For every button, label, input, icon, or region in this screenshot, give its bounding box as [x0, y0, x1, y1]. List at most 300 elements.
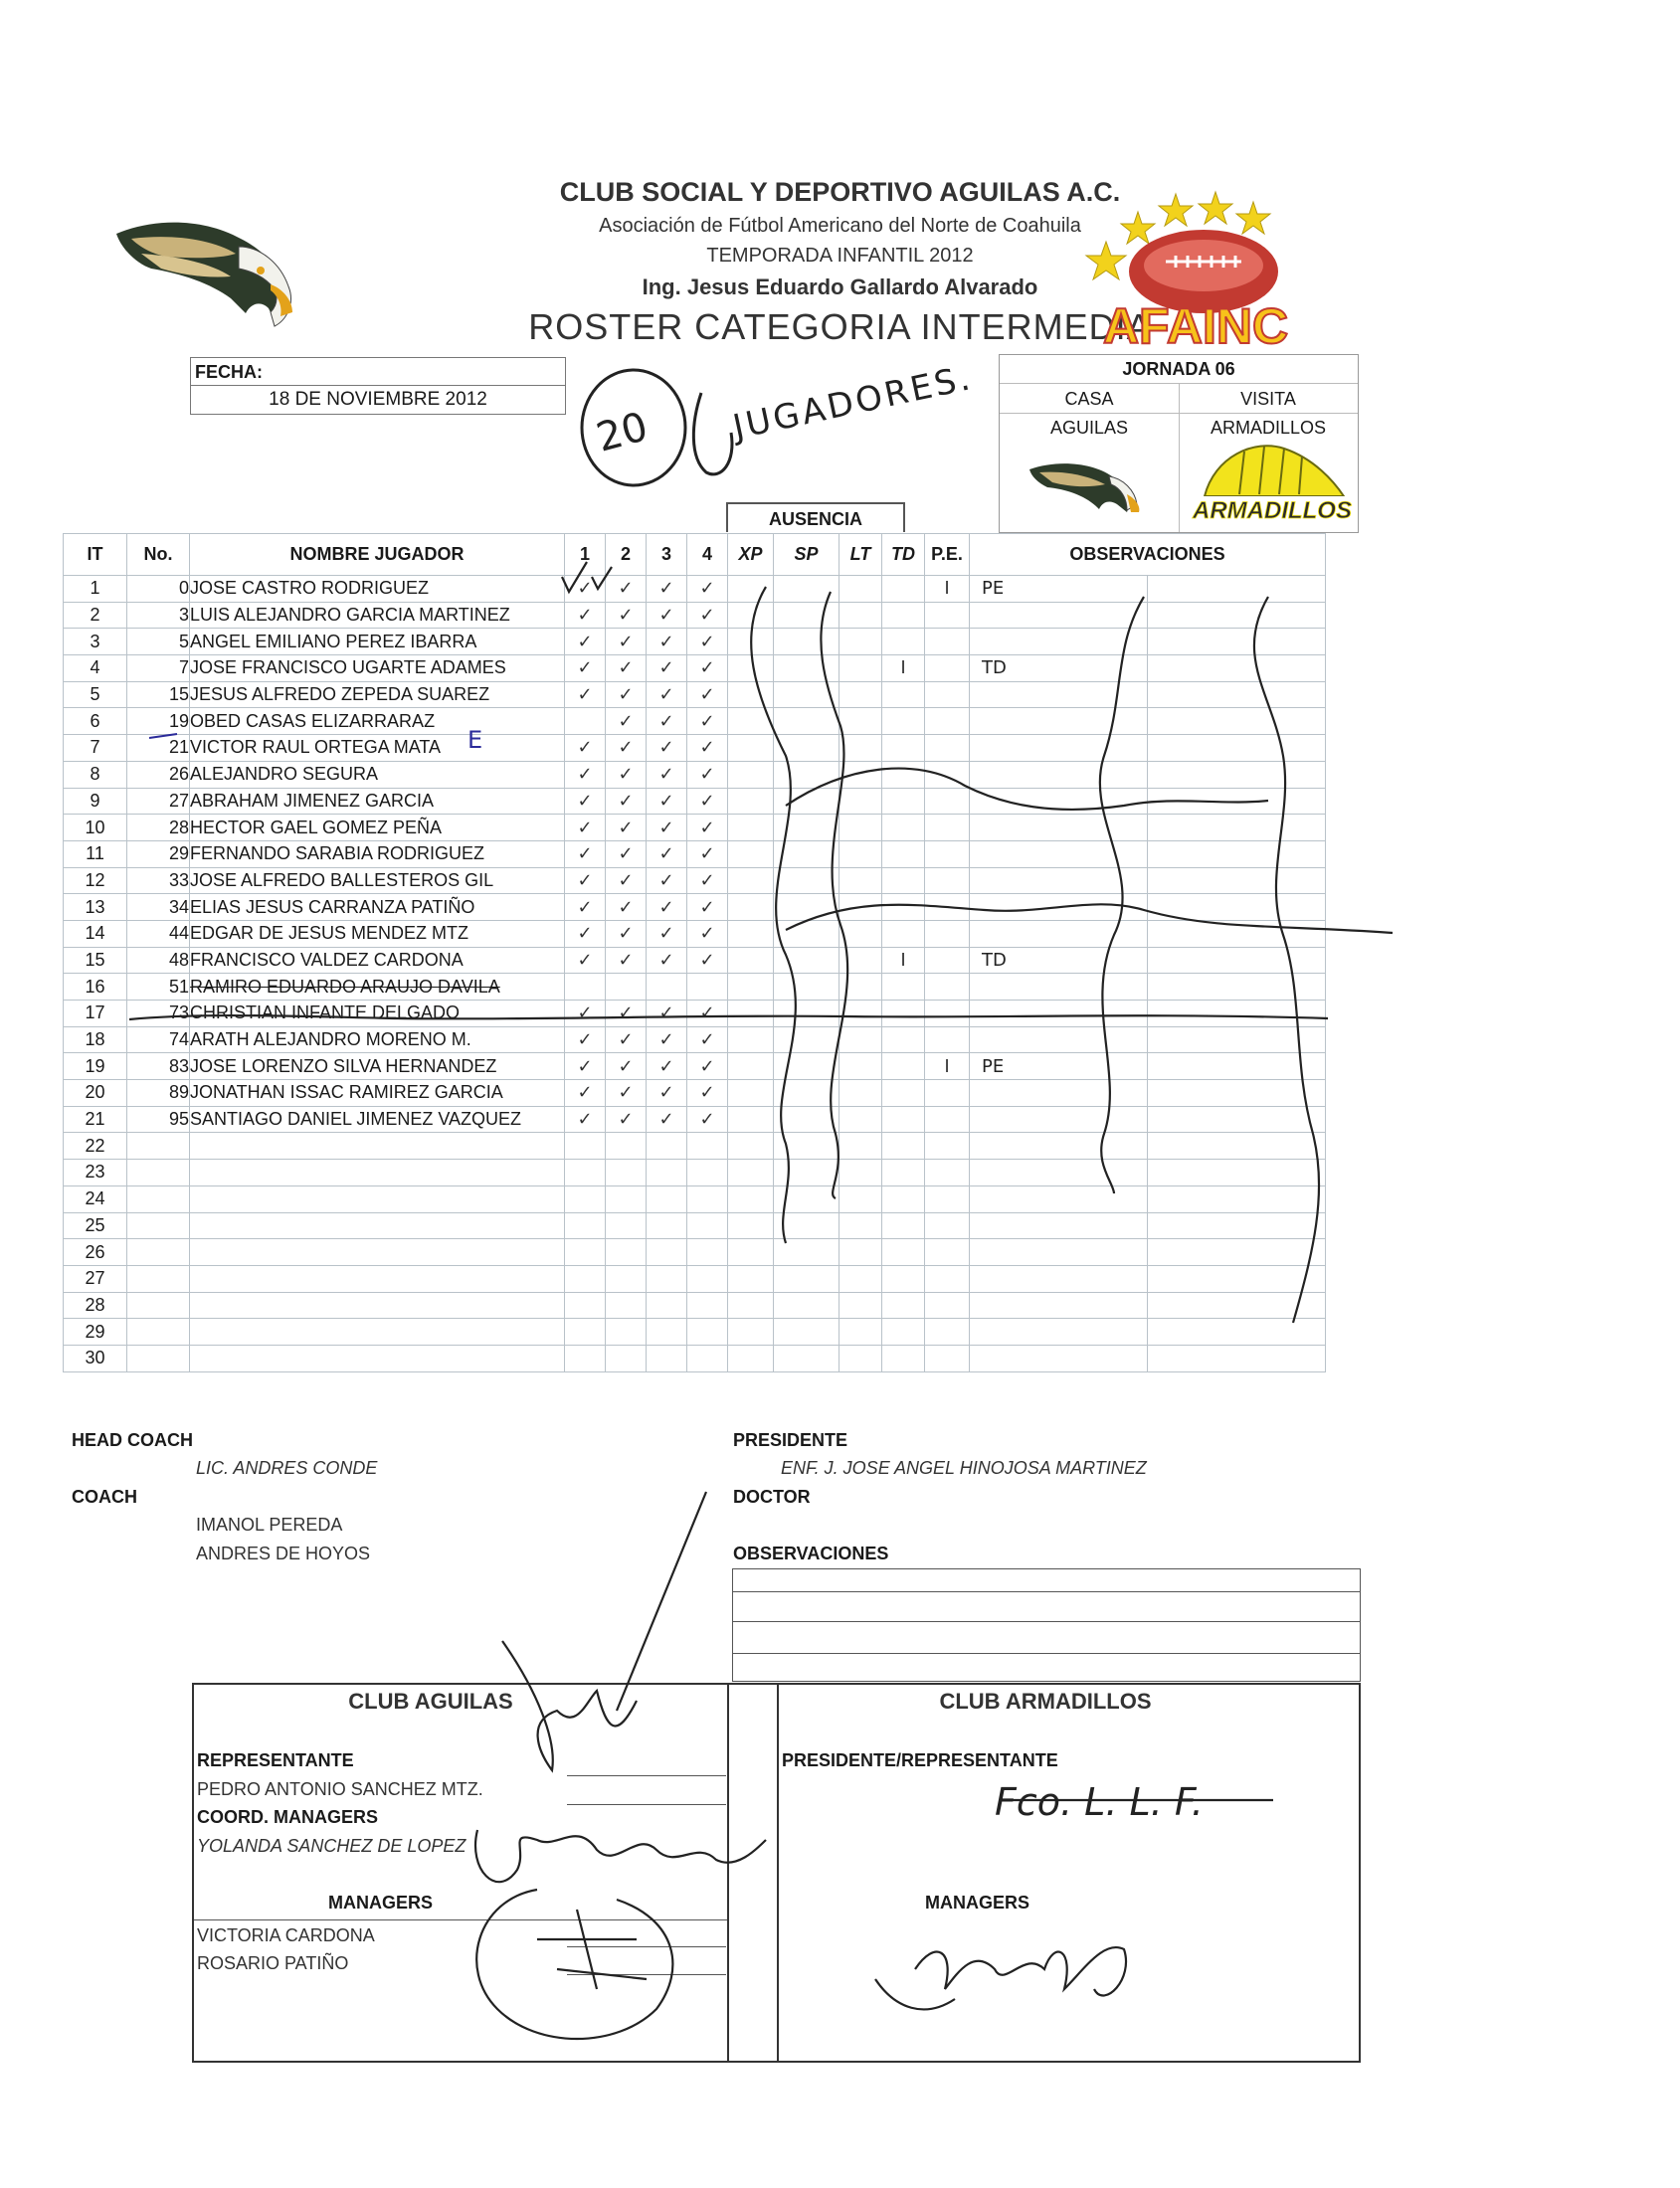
row-observaciones-extra	[1148, 576, 1326, 603]
row-sp	[774, 1133, 840, 1160]
row-xp	[728, 920, 774, 947]
row-quarter-1-check: ✓	[565, 681, 606, 708]
row-quarter-3-check: ✓	[647, 815, 687, 841]
row-quarter-4-check	[687, 1185, 728, 1212]
table-row	[64, 629, 1326, 655]
table-row	[64, 947, 1326, 974]
row-quarter-4-check: ✓	[687, 867, 728, 894]
row-player-name	[190, 1185, 565, 1212]
row-player-name: JOSE ALFREDO BALLESTEROS GIL	[190, 867, 565, 894]
row-sp	[774, 867, 840, 894]
row-sp	[774, 1292, 840, 1319]
row-sp	[774, 1160, 840, 1186]
row-quarter-1-check: ✓	[565, 1106, 606, 1133]
row-quarter-3-check: ✓	[647, 920, 687, 947]
row-observaciones-extra	[1148, 681, 1326, 708]
row-quarter-3-check	[647, 1265, 687, 1292]
row-td	[882, 681, 925, 708]
row-observaciones	[970, 894, 1148, 921]
row-observaciones	[970, 735, 1148, 762]
row-quarter-3-check	[647, 1212, 687, 1239]
row-quarter-4-check: ✓	[687, 840, 728, 867]
row-sp	[774, 1265, 840, 1292]
row-td	[882, 1026, 925, 1053]
row-lt	[840, 840, 882, 867]
row-quarter-2-check	[606, 1160, 647, 1186]
table-row	[64, 1212, 1326, 1239]
row-it: 4	[64, 655, 127, 682]
row-pe	[925, 735, 970, 762]
row-it: 5	[64, 681, 127, 708]
row-xp	[728, 1319, 774, 1346]
row-quarter-3-check: ✓	[647, 867, 687, 894]
row-td	[882, 1185, 925, 1212]
row-lt	[840, 1292, 882, 1319]
row-number: 29	[127, 840, 190, 867]
row-number: 89	[127, 1080, 190, 1107]
jornada-title: JORNADA 06	[1122, 359, 1235, 379]
row-td	[882, 1292, 925, 1319]
row-number: 0	[127, 576, 190, 603]
head-coach-label: HEAD COACH	[72, 1430, 194, 1450]
row-observaciones: PE	[970, 576, 1148, 603]
row-quarter-1-check: ✓	[565, 867, 606, 894]
away-team: ARMADILLOS	[1210, 418, 1327, 438]
row-xp	[728, 1160, 774, 1186]
row-player-name	[190, 1133, 565, 1160]
svg-text:ARMADILLOS: ARMADILLOS	[1193, 497, 1352, 524]
row-observaciones	[970, 1212, 1148, 1239]
row-quarter-4-check: ✓	[687, 1106, 728, 1133]
row-pe	[925, 1292, 970, 1319]
row-pe	[925, 1239, 970, 1266]
eagle-logo	[111, 209, 310, 333]
row-quarter-2-check: ✓	[606, 788, 647, 815]
association-name: Asociación de Fútbol Americano del Norte de Coahuila	[599, 215, 1081, 237]
table-row	[64, 681, 1326, 708]
row-observaciones-extra	[1148, 602, 1326, 629]
armadillos-rep-signature: Fco. L. L. F.	[995, 1780, 1204, 1824]
row-observaciones	[970, 1106, 1148, 1133]
row-quarter-4-check: ✓	[687, 947, 728, 974]
table-row	[64, 761, 1326, 788]
row-it: 13	[64, 894, 127, 921]
row-xp	[728, 761, 774, 788]
row-pe	[925, 788, 970, 815]
row-player-name	[190, 1345, 565, 1371]
row-quarter-2-check: ✓	[606, 1026, 647, 1053]
row-number: 48	[127, 947, 190, 974]
row-observaciones-extra	[1148, 947, 1326, 974]
row-td	[882, 840, 925, 867]
row-quarter-2-check: ✓	[606, 920, 647, 947]
row-lt	[840, 1133, 882, 1160]
row-it: 2	[64, 602, 127, 629]
row-td	[882, 1080, 925, 1107]
row-number: 7	[127, 655, 190, 682]
row-quarter-3-check: ✓	[647, 629, 687, 655]
row-xp	[728, 840, 774, 867]
row-quarter-2-check	[606, 1239, 647, 1266]
table-row	[64, 894, 1326, 921]
row-observaciones	[970, 1239, 1148, 1266]
row-it: 16	[64, 974, 127, 1001]
row-td	[882, 920, 925, 947]
row-observaciones: TD	[970, 655, 1148, 682]
row-quarter-2-check: ✓	[606, 576, 647, 603]
row-lt	[840, 1080, 882, 1107]
row-quarter-3-check: ✓	[647, 735, 687, 762]
presidente-label: PRESIDENTE	[733, 1430, 848, 1450]
row-number: 21	[127, 735, 190, 762]
row-it: 24	[64, 1185, 127, 1212]
header-lt: LT	[840, 534, 882, 576]
row-xp	[728, 576, 774, 603]
row-quarter-4-check	[687, 974, 728, 1001]
row-number: 26	[127, 761, 190, 788]
row-observaciones-extra	[1148, 1080, 1326, 1107]
row-player-name: VICTOR RAUL ORTEGA MATA	[190, 735, 565, 762]
row-lt	[840, 974, 882, 1001]
row-td	[882, 576, 925, 603]
row-observaciones-extra	[1148, 761, 1326, 788]
row-observaciones-extra	[1148, 1106, 1326, 1133]
row-quarter-3-check	[647, 1239, 687, 1266]
row-quarter-1-check: ✓	[565, 1053, 606, 1080]
row-player-name: ALEJANDRO SEGURA	[190, 761, 565, 788]
row-td	[882, 708, 925, 735]
row-it: 29	[64, 1319, 127, 1346]
row-xp	[728, 1212, 774, 1239]
row-player-name: OBED CASAS ELIZARRARAZ	[190, 708, 565, 735]
row-sp	[774, 1319, 840, 1346]
table-row	[64, 655, 1326, 682]
row-observaciones-extra	[1148, 1319, 1326, 1346]
row-quarter-4-check: ✓	[687, 1001, 728, 1027]
row-observaciones	[970, 788, 1148, 815]
row-number: 33	[127, 867, 190, 894]
row-pe	[925, 681, 970, 708]
row-quarter-1-check	[565, 1345, 606, 1371]
row-number: 44	[127, 920, 190, 947]
row-pe	[925, 1001, 970, 1027]
row-observaciones-extra	[1148, 1292, 1326, 1319]
president-name: Ing. Jesus Eduardo Gallardo Alvarado	[642, 274, 1038, 299]
row-quarter-2-check	[606, 1185, 647, 1212]
row-quarter-1-check: ✓	[565, 894, 606, 921]
row-pe	[925, 867, 970, 894]
row-pe	[925, 815, 970, 841]
row-quarter-3-check: ✓	[647, 947, 687, 974]
row-number: 28	[127, 815, 190, 841]
table-row	[64, 1345, 1326, 1371]
row-quarter-2-check: ✓	[606, 867, 647, 894]
row-number: 3	[127, 602, 190, 629]
row-it: 25	[64, 1212, 127, 1239]
row-quarter-1-check	[565, 1160, 606, 1186]
row-quarter-4-check: ✓	[687, 576, 728, 603]
row-observaciones	[970, 1292, 1148, 1319]
row-td	[882, 1053, 925, 1080]
row-pe	[925, 1026, 970, 1053]
row-xp	[728, 1292, 774, 1319]
row-player-name: FERNANDO SARABIA RODRIGUEZ	[190, 840, 565, 867]
club-aguilas-title: CLUB AGUILAS	[348, 1689, 513, 1714]
row-it: 17	[64, 1001, 127, 1027]
managers-label-left: MANAGERS	[328, 1893, 434, 1913]
row-it: 11	[64, 840, 127, 867]
row-observaciones-extra	[1148, 867, 1326, 894]
row-player-name	[190, 1239, 565, 1266]
row-td	[882, 1106, 925, 1133]
row-quarter-3-check: ✓	[647, 602, 687, 629]
header-sp: SP	[774, 534, 840, 576]
row-number: 19	[127, 708, 190, 735]
row-xp	[728, 1239, 774, 1266]
row-quarter-1-check	[565, 1185, 606, 1212]
row-player-name	[190, 1319, 565, 1346]
row-quarter-2-check: ✓	[606, 1001, 647, 1027]
row-quarter-3-check	[647, 1345, 687, 1371]
row-player-name: ARATH ALEJANDRO MORENO M.	[190, 1026, 565, 1053]
row-quarter-1-check: ✓	[565, 629, 606, 655]
row-sp	[774, 1053, 840, 1080]
row-td	[882, 602, 925, 629]
row-pe	[925, 1080, 970, 1107]
row-observaciones: TD	[970, 947, 1148, 974]
row-lt	[840, 867, 882, 894]
row-xp	[728, 1053, 774, 1080]
row-xp	[728, 681, 774, 708]
table-row	[64, 920, 1326, 947]
roster-title: ROSTER CATEGORIA INTERMEDIA	[528, 306, 1152, 347]
row-lt	[840, 655, 882, 682]
row-quarter-1-check	[565, 1319, 606, 1346]
row-quarter-4-check: ✓	[687, 708, 728, 735]
armadillos-logo	[1185, 437, 1356, 526]
row-number	[127, 1345, 190, 1371]
observaciones-box	[732, 1568, 1361, 1682]
row-observaciones-extra	[1148, 655, 1326, 682]
table-row	[64, 1080, 1326, 1107]
representante-name: PEDRO ANTONIO SANCHEZ MTZ.	[197, 1779, 483, 1799]
club-armadillos-box	[777, 1683, 1361, 2063]
row-quarter-1-check	[565, 1133, 606, 1160]
head-coach-name: LIC. ANDRES CONDE	[196, 1458, 378, 1478]
row-player-name: HECTOR GAEL GOMEZ PEÑA	[190, 815, 565, 841]
table-row	[64, 1106, 1326, 1133]
row-observaciones-extra	[1148, 1160, 1326, 1186]
row-pe	[925, 1133, 970, 1160]
row-quarter-2-check: ✓	[606, 1080, 647, 1107]
handwritten-text: JUGADORES.	[729, 357, 977, 449]
representante-label: REPRESENTANTE	[197, 1750, 354, 1770]
row-quarter-2-check: ✓	[606, 840, 647, 867]
row-pe	[925, 1265, 970, 1292]
row-quarter-3-check	[647, 974, 687, 1001]
row-observaciones	[970, 1319, 1148, 1346]
row-lt	[840, 735, 882, 762]
row-sp	[774, 735, 840, 762]
row-player-name: JESUS ALFREDO ZEPEDA SUAREZ	[190, 681, 565, 708]
row-player-name: ANGEL EMILIANO PEREZ IBARRA	[190, 629, 565, 655]
row-lt	[840, 1265, 882, 1292]
row-quarter-3-check	[647, 1185, 687, 1212]
row-pe	[925, 655, 970, 682]
table-row	[64, 1185, 1326, 1212]
row-pe	[925, 894, 970, 921]
row-quarter-1-check: ✓	[565, 947, 606, 974]
table-row	[64, 867, 1326, 894]
header-td: TD	[882, 534, 925, 576]
row-lt	[840, 602, 882, 629]
row-quarter-2-check	[606, 1345, 647, 1371]
row-number: 51	[127, 974, 190, 1001]
row-observaciones-extra	[1148, 735, 1326, 762]
table-row	[64, 974, 1326, 1001]
row-sp	[774, 1345, 840, 1371]
fecha-value: 18 DE NOVIEMBRE 2012	[190, 385, 566, 415]
row-quarter-2-check: ✓	[606, 602, 647, 629]
row-lt	[840, 815, 882, 841]
row-xp	[728, 1345, 774, 1371]
row-quarter-2-check	[606, 1265, 647, 1292]
row-number: 34	[127, 894, 190, 921]
row-td	[882, 894, 925, 921]
table-row	[64, 576, 1326, 603]
row-observaciones	[970, 1265, 1148, 1292]
row-number: 83	[127, 1053, 190, 1080]
row-number	[127, 1319, 190, 1346]
row-quarter-3-check: ✓	[647, 761, 687, 788]
row-quarter-1-check: ✓	[565, 1001, 606, 1027]
row-xp	[728, 867, 774, 894]
row-observaciones	[970, 1160, 1148, 1186]
club-title: CLUB SOCIAL Y DEPORTIVO AGUILAS A.C.	[559, 177, 1121, 207]
ausencia-label: AUSENCIA	[726, 502, 905, 532]
row-player-name: SANTIAGO DANIEL JIMENEZ VAZQUEZ	[190, 1106, 565, 1133]
row-quarter-4-check: ✓	[687, 655, 728, 682]
casa-label: CASA	[1064, 389, 1114, 409]
row-quarter-4-check	[687, 1265, 728, 1292]
row-observaciones	[970, 867, 1148, 894]
row-quarter-4-check: ✓	[687, 1080, 728, 1107]
row-pe: I	[925, 1053, 970, 1080]
row-xp	[728, 655, 774, 682]
row-observaciones	[970, 1080, 1148, 1107]
header-it: IT	[64, 534, 127, 576]
row-number: 27	[127, 788, 190, 815]
row-pe	[925, 1106, 970, 1133]
table-row	[64, 1265, 1326, 1292]
club-aguilas-box	[192, 1683, 729, 2063]
row-xp	[728, 974, 774, 1001]
row-observaciones-extra	[1148, 1133, 1326, 1160]
row-quarter-4-check: ✓	[687, 761, 728, 788]
row-lt	[840, 788, 882, 815]
row-quarter-4-check: ✓	[687, 1026, 728, 1053]
row-number: 73	[127, 1001, 190, 1027]
row-it: 18	[64, 1026, 127, 1053]
row-it: 27	[64, 1265, 127, 1292]
row-quarter-2-check	[606, 974, 647, 1001]
table-row	[64, 1053, 1326, 1080]
row-pe	[925, 1319, 970, 1346]
row-td	[882, 735, 925, 762]
row-quarter-4-check: ✓	[687, 1053, 728, 1080]
row-observaciones-extra	[1148, 920, 1326, 947]
table-header-row	[64, 534, 1326, 576]
doctor-label: DOCTOR	[733, 1487, 811, 1507]
row-sp	[774, 1185, 840, 1212]
header-observaciones: OBSERVACIONES	[970, 534, 1326, 576]
row-xp	[728, 1133, 774, 1160]
row-xp	[728, 735, 774, 762]
row-xp	[728, 947, 774, 974]
row-quarter-2-check: ✓	[606, 708, 647, 735]
row-observaciones	[970, 1185, 1148, 1212]
row-sp	[774, 629, 840, 655]
row-lt	[840, 1212, 882, 1239]
visita-label: VISITA	[1240, 389, 1296, 409]
row-quarter-1-check	[565, 1212, 606, 1239]
coord-managers-label: COORD. MANAGERS	[197, 1807, 379, 1827]
header-q1: 1	[565, 534, 606, 576]
row-it: 22	[64, 1133, 127, 1160]
row-quarter-2-check: ✓	[606, 1053, 647, 1080]
row-lt	[840, 1160, 882, 1186]
row-quarter-3-check	[647, 1292, 687, 1319]
row-number: 74	[127, 1026, 190, 1053]
row-observaciones	[970, 1345, 1148, 1371]
row-it: 7	[64, 735, 127, 762]
row-lt	[840, 761, 882, 788]
row-quarter-2-check	[606, 1319, 647, 1346]
row-player-name: RAMIRO EDUARDO ARAUJO DAVILA	[190, 974, 565, 1001]
row-lt	[840, 708, 882, 735]
row-xp	[728, 629, 774, 655]
table-row	[64, 735, 1326, 762]
row-it: 30	[64, 1345, 127, 1371]
row-quarter-3-check	[647, 1319, 687, 1346]
row-quarter-4-check: ✓	[687, 920, 728, 947]
row-quarter-1-check: ✓	[565, 1080, 606, 1107]
row-xp	[728, 1001, 774, 1027]
row-td	[882, 1319, 925, 1346]
table-row	[64, 1160, 1326, 1186]
row-observaciones	[970, 974, 1148, 1001]
table-row	[64, 602, 1326, 629]
row-quarter-4-check: ✓	[687, 894, 728, 921]
row-player-name	[190, 1212, 565, 1239]
coach-label: COACH	[72, 1487, 137, 1507]
row-it: 14	[64, 920, 127, 947]
row-quarter-2-check	[606, 1133, 647, 1160]
row-lt	[840, 894, 882, 921]
row-sp	[774, 576, 840, 603]
jornada-box	[999, 354, 1359, 533]
header-q4: 4	[687, 534, 728, 576]
row-quarter-3-check: ✓	[647, 1001, 687, 1027]
row-quarter-1-check: ✓	[565, 815, 606, 841]
row-quarter-1-check: ✓	[565, 761, 606, 788]
row-player-name: ABRAHAM JIMENEZ GARCIA	[190, 788, 565, 815]
row-it: 20	[64, 1080, 127, 1107]
row-td	[882, 1239, 925, 1266]
row-quarter-4-check	[687, 1292, 728, 1319]
row-lt	[840, 629, 882, 655]
row-pe	[925, 761, 970, 788]
